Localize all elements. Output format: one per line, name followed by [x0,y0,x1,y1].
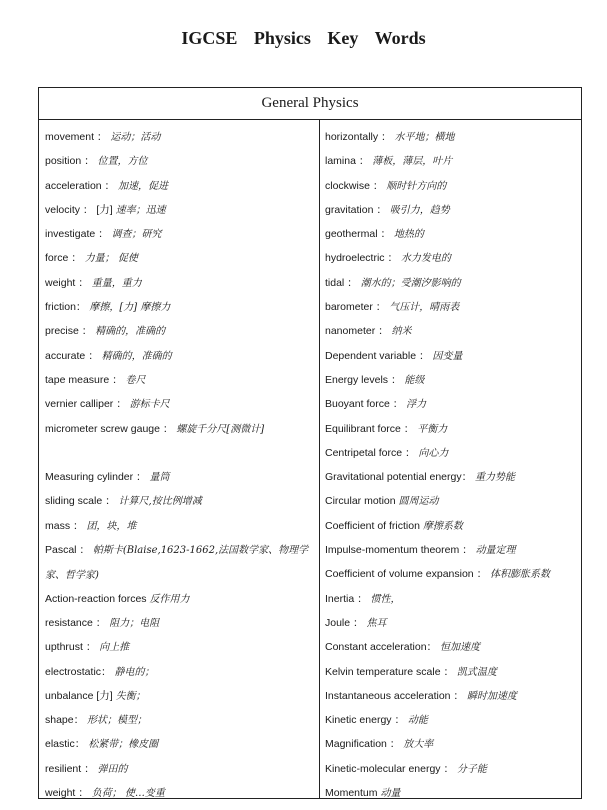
chinese-translation: 重量，重力 [91,277,142,289]
vocab-entry [45,635,319,659]
chinese-translation: 负荷； 使…变重 [91,788,165,799]
vocab-entry [325,781,581,799]
vocab-entry [45,660,319,684]
vocab-entry [325,562,581,586]
vocab-entry [325,149,581,173]
english-term: tape measure ： [45,373,123,386]
vocab-entry [325,708,581,732]
chinese-translation: 弹田的 [97,763,128,775]
vocab-entry [325,271,581,295]
vocab-entry [45,684,319,708]
page-title: IGCSE Physics Key Words [181,28,426,48]
vocab-entry [45,344,319,368]
vocab-entry [325,465,581,489]
chinese-translation: 摩擦，[力] 摩擦力 [89,302,171,314]
chinese-translation: 顺时针方向的 [386,180,447,192]
chinese-translation: 阻力；电阻 [109,617,160,629]
chinese-translation: 计算尺,按比例增减 [118,496,202,508]
chinese-translation: 向上推 [99,642,130,654]
english-term: electrostatic： [45,665,112,678]
english-term: force ： [45,252,82,265]
english-term: Centripetal force ： [325,446,416,459]
vocab-entry [45,174,319,198]
chinese-translation: 松紧带；橡皮圈 [88,739,159,751]
english-term: Action-reaction forces [45,592,147,605]
chinese-translation: 圆周运动 [398,496,439,508]
english-term: Kinetic-molecular energy ： [325,762,454,775]
chinese-translation: 凯式温度 [456,666,497,678]
vocab-entry [325,198,581,222]
chinese-translation: 浮力 [406,399,427,411]
english-term: gravitation ： [325,203,387,216]
english-term: unbalance [力] [45,689,113,702]
chinese-translation: 位置，方位 [97,156,148,168]
vocab-entry [45,757,319,781]
english-term: weight ： [45,787,89,799]
chinese-translation: 体积膨胀系数 [490,569,550,581]
vocab-entry [325,611,581,635]
vocab-entry [325,732,581,756]
chinese-translation: 螺旋千分尺[测微计] [176,423,265,435]
english-term: Dependent variable ： [325,349,430,362]
english-term: vernier calliper ： [45,398,127,411]
english-term: Coefficient of volume expansion ： [325,568,488,581]
chinese-translation: 焦耳 [366,617,387,629]
chinese-translation: 卷尺 [125,374,146,386]
chinese-translation: 失衡； [115,690,146,702]
chinese-translation: 放大率 [403,739,434,751]
english-term: Coefficient of friction [325,519,420,532]
english-term: Pascal ： [45,544,90,557]
chinese-translation: 恒加速度 [439,642,480,654]
english-term: Kinetic energy ： [325,714,405,727]
vocab-entry [325,587,581,611]
chinese-translation: 量筒 [149,472,170,484]
chinese-translation: 帕斯卡(Blaise,1623-1662,法国数学家、物理学家、哲学家) [45,545,309,582]
vocab-entry [325,392,581,416]
chinese-translation: 水力发电的 [400,253,451,265]
chinese-translation: 速率；迅速 [115,204,166,216]
chinese-translation: 团，块，堆 [86,520,137,532]
vocab-entry [325,246,581,270]
table-body [39,120,581,799]
vocab-entry [45,368,319,392]
chinese-translation: 摩擦系数 [422,520,463,532]
chinese-translation: 纳米 [391,326,412,338]
english-term: nanometer ： [325,325,389,338]
english-term: accurate ： [45,349,99,362]
vocab-entry [45,222,319,246]
vocab-entry [325,514,581,538]
english-term: Energy levels ： [325,373,402,386]
vocab-entry [325,319,581,343]
chinese-translation: 静电的； [114,666,155,678]
english-term: resilient ： [45,762,95,775]
vocab-entry [45,538,319,587]
english-term: Kelvin temperature scale ： [325,665,454,678]
chinese-translation: 气压计，晴雨表 [389,302,460,314]
english-term: velocity ： [力] [45,203,113,216]
vocab-entry [325,684,581,708]
chinese-translation: 平衡力 [417,423,448,435]
english-term: clockwise ： [325,179,384,192]
chinese-translation: 动量定理 [475,545,516,557]
english-term: Measuring cylinder ： [45,471,147,484]
left-column [39,120,320,799]
vocab-entry [325,538,581,562]
english-term: Constant acceleration： [325,641,438,654]
chinese-translation: 水平地；横地 [394,132,455,143]
english-term: position ： [45,155,95,168]
chinese-translation: 力量； 促使 [84,253,138,265]
chinese-translation: 形状；模型； [87,715,148,727]
chinese-translation: 精确的，准确的 [95,326,166,338]
english-term: horizontally ： [325,131,392,143]
vocab-entry [325,417,581,441]
vocab-entry [45,125,319,149]
chinese-translation: 精确的，准确的 [101,350,172,362]
english-term: sliding scale ： [45,495,116,508]
chinese-translation: 能级 [404,374,425,386]
vocab-entry [45,246,319,270]
vocab-entry [325,222,581,246]
vocab-entry [325,489,581,513]
english-term: mass ： [45,519,84,532]
vocab-entry [325,441,581,465]
chinese-translation: 重力势能 [475,472,516,484]
english-term: Buoyant force ： [325,398,404,411]
chinese-translation: 潮水的；受潮汐影响的 [360,277,461,289]
vocab-entry [45,781,319,799]
chinese-translation: 加速，促进 [117,180,168,192]
english-term: Magnification ： [325,738,401,751]
english-term: hydroelectric ： [325,252,398,265]
english-term: Impulse-momentum theorem ： [325,544,473,557]
chinese-translation: 吸引力，趋势 [389,204,450,216]
english-term: precise ： [45,325,93,338]
english-term: barometer ： [325,301,387,314]
english-term: weight ： [45,276,89,289]
vocab-entry [325,757,581,781]
chinese-translation: 动能 [407,715,428,727]
section-heading: General Physics [39,88,581,120]
chinese-translation: 反作用力 [149,593,190,605]
english-term: lamina ： [325,155,370,168]
chinese-translation: 地热的 [393,229,424,241]
vocab-entry [325,660,581,684]
vocab-entry [45,732,319,756]
vocab-entry [45,149,319,173]
vocab-entry [45,392,319,416]
vocab-entry [45,611,319,635]
english-term: Instantaneous acceleration ： [325,689,464,702]
chinese-translation: 向心力 [418,447,449,459]
english-term: Inertia ： [325,592,368,605]
vocab-entry [325,174,581,198]
chinese-translation: 分子能 [456,763,487,775]
chinese-translation: 惯性， [370,593,401,605]
right-column [320,120,581,799]
english-term: Momentum [325,787,378,799]
english-term: Equilibrant force ： [325,422,415,435]
vocab-entry [45,319,319,343]
english-term: shape： [45,714,85,727]
chinese-translation: 运动；活动 [110,132,161,143]
vocab-entry [45,514,319,538]
chinese-translation: 动量 [380,788,401,799]
vocab-entry [45,489,319,513]
vocab-entry [45,708,319,732]
english-term: micrometer screw gauge ： [45,422,174,435]
english-term: acceleration ： [45,179,116,192]
english-term: geothermal ： [325,228,391,241]
vocab-entry [45,417,319,466]
english-term: Gravitational potential energy： [325,471,473,484]
vocab-entry [325,125,581,149]
english-term: Circular motion [325,495,396,508]
english-term: elastic： [45,738,86,751]
english-term: resistance ： [45,616,107,629]
chinese-translation: 因变量 [432,350,463,362]
vocab-entry [45,295,319,319]
english-term: friction： [45,301,87,314]
chinese-translation: 游标卡尺 [129,399,170,411]
english-term: tidal ： [325,276,358,289]
chinese-translation: 调查；研究 [111,229,162,241]
english-term: Joule ： [325,616,364,629]
key-words-table [38,87,582,799]
vocab-entry [325,368,581,392]
vocab-entry [45,198,319,222]
vocab-entry [325,635,581,659]
english-term: movement ： [45,131,108,143]
vocab-entry [45,465,319,489]
vocab-entry [45,271,319,295]
vocab-entry [325,295,581,319]
vocab-entry [45,587,319,611]
chinese-translation: 瞬时加速度 [466,690,517,702]
english-term: upthrust ： [45,641,97,654]
vocab-entry [325,344,581,368]
english-term: investigate ： [45,228,109,241]
chinese-translation: 薄板，薄层，叶片 [372,156,453,168]
